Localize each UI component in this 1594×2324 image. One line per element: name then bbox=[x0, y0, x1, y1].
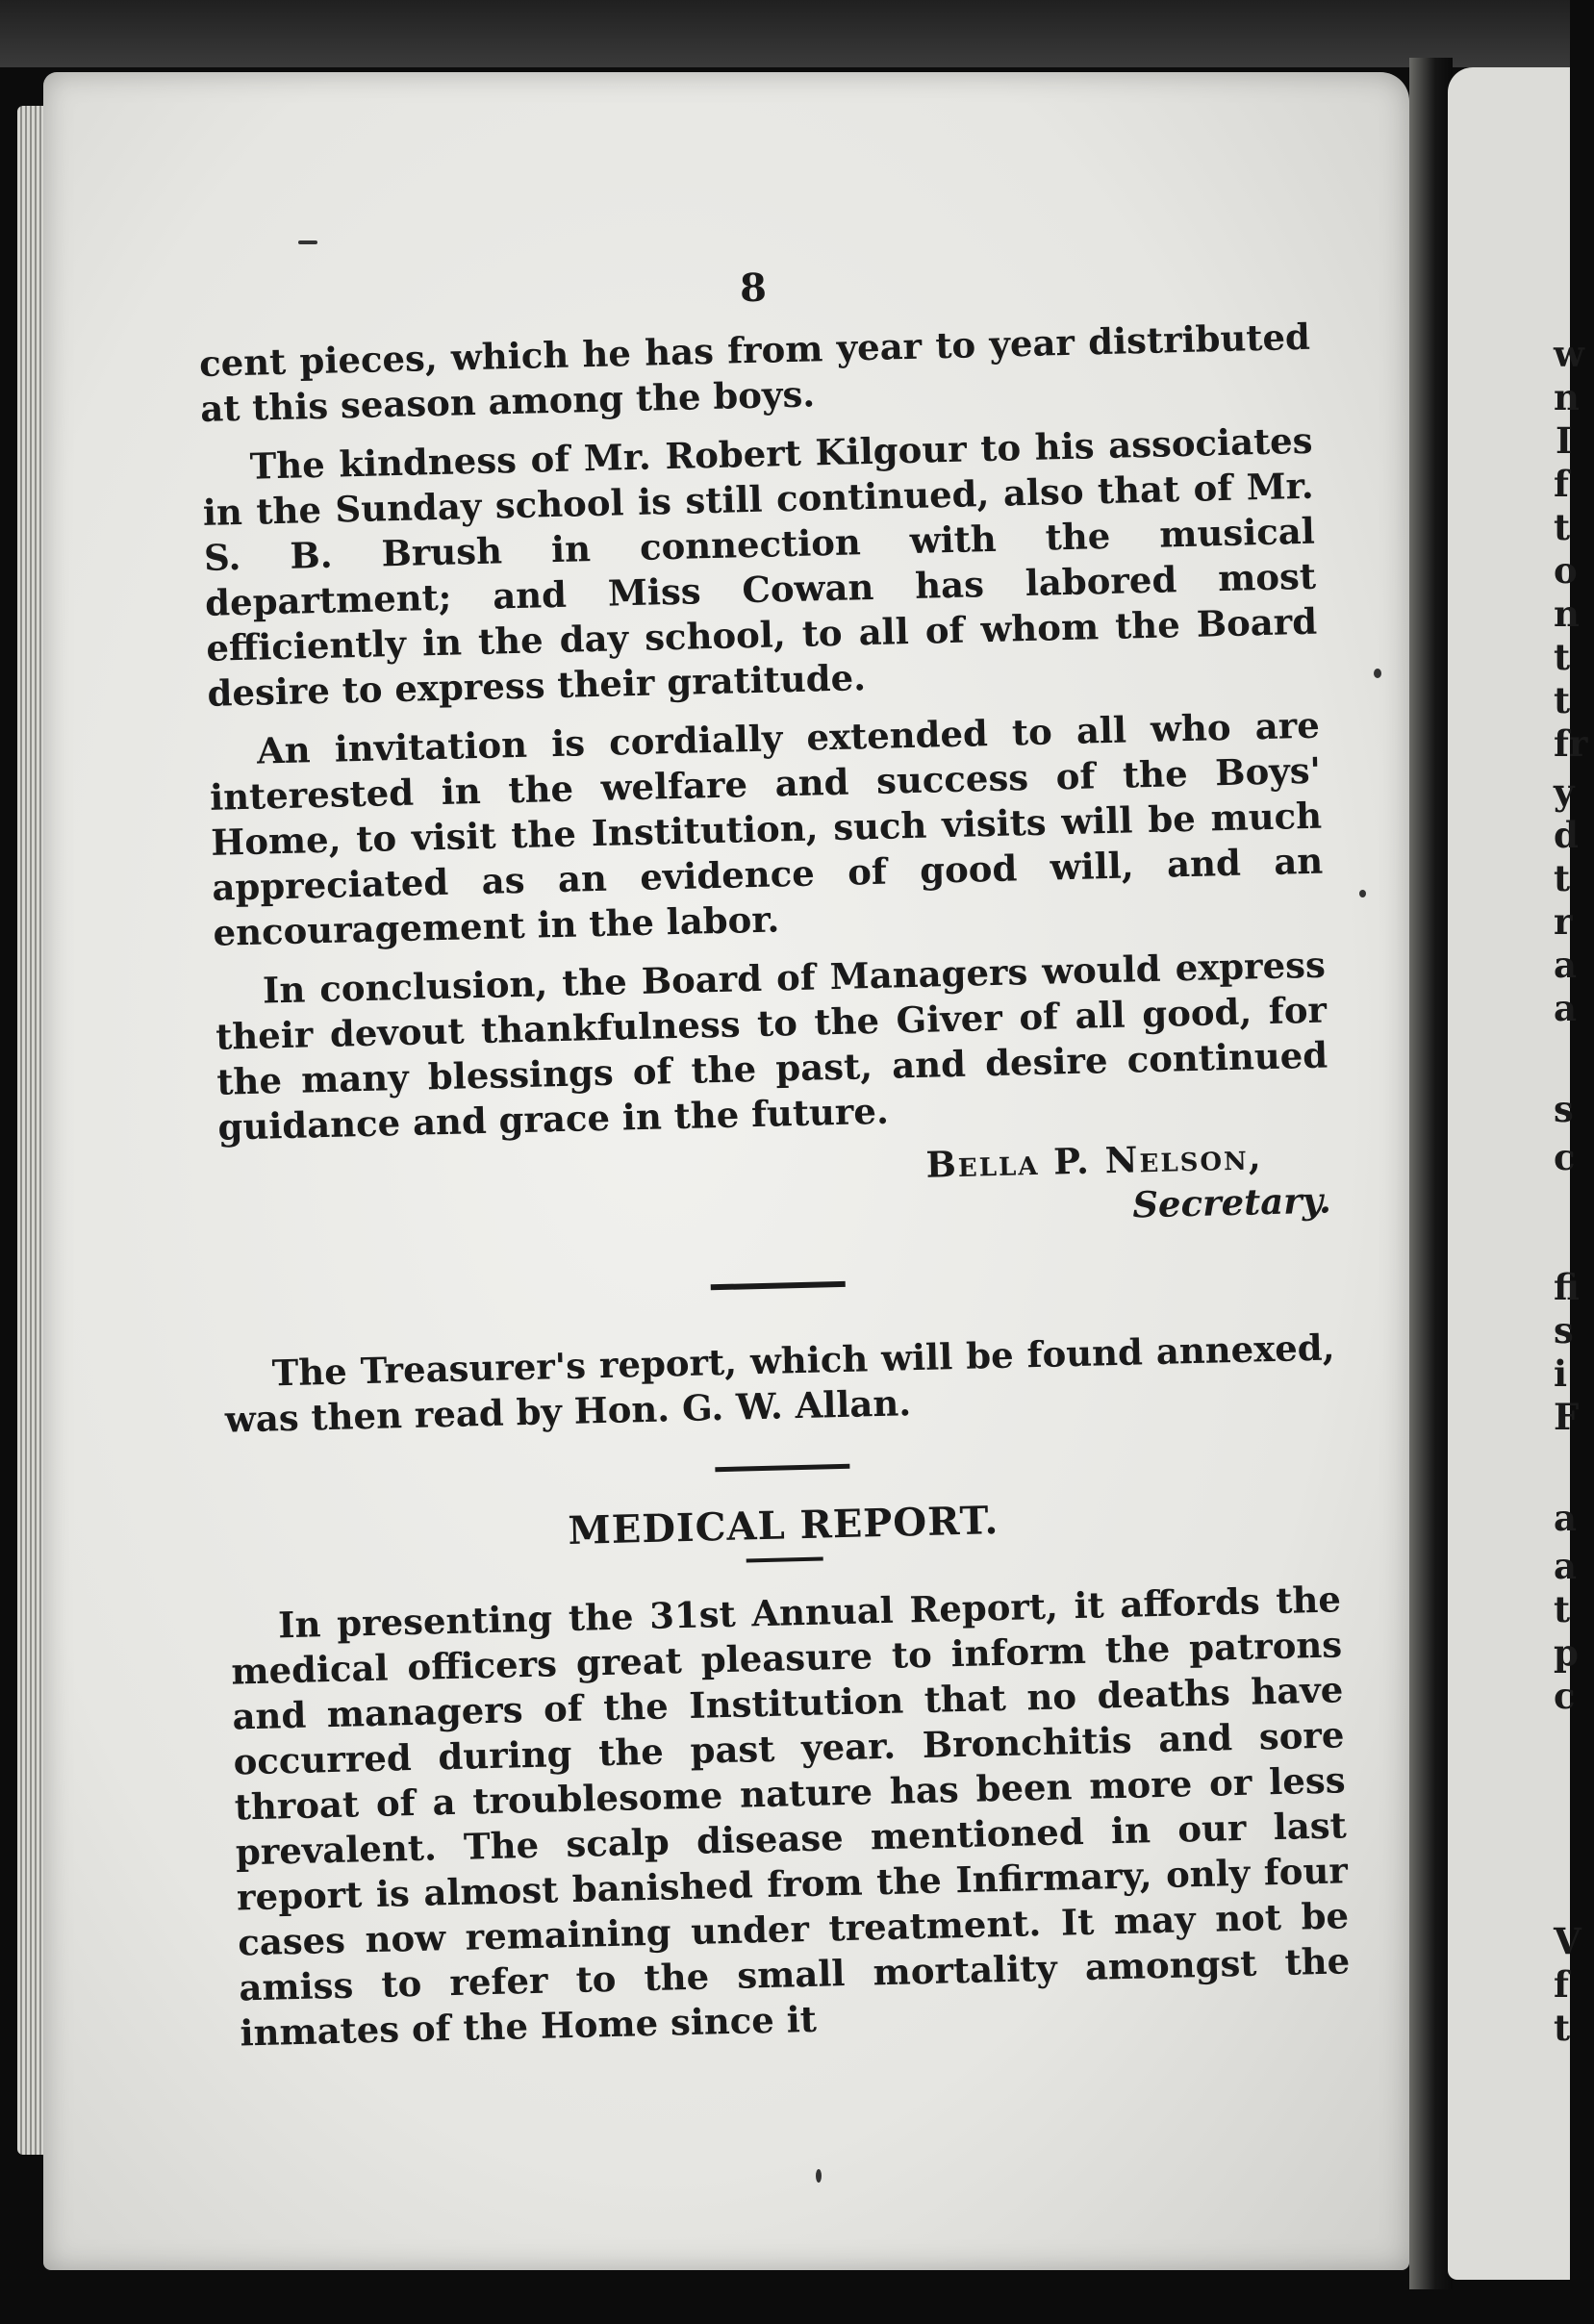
print-speck bbox=[1359, 890, 1366, 897]
next-page-fragment: F bbox=[1554, 1396, 1580, 1438]
next-page-fragment: t bbox=[1554, 1588, 1571, 1630]
paragraph-continuation: cent pieces, which he has from year to year distributed at this season among the boys. bbox=[198, 315, 1311, 430]
next-page-fragment: fr bbox=[1554, 722, 1588, 765]
next-page-fragment: n bbox=[1554, 593, 1580, 635]
signature-name: Bella P. Nelson, bbox=[925, 1135, 1264, 1186]
print-speck bbox=[816, 2169, 822, 2183]
book-gutter bbox=[1409, 58, 1453, 2289]
next-page-fragment: t bbox=[1554, 2007, 1571, 2049]
heading-underline bbox=[746, 1557, 822, 1563]
next-page-fragment: t bbox=[1554, 679, 1571, 721]
next-page-fragment: a bbox=[1554, 944, 1577, 986]
next-page-fragment: t bbox=[1554, 857, 1571, 899]
scanner-background bbox=[0, 0, 1570, 67]
section-divider bbox=[715, 1464, 849, 1472]
paragraph-invitation: An invitation is cordially extended to all who are interested in the welfare and success of the Boys' Home, to visit the Institution, such visits will be much appreciated as an evidence of good will, and an encouragement in the labor. bbox=[209, 703, 1324, 954]
next-page-fragment: o bbox=[1554, 549, 1578, 592]
next-page-fragment: f bbox=[1554, 1963, 1569, 2006]
paragraph-conclusion: In conclusion, the Board of Managers would express their devout thankfulness to the Giver of all good, for the many blessings of the past, and desire continued guidance and grace in the future. bbox=[215, 943, 1328, 1149]
paragraph-kindness: The kindness of Mr. Robert Kilgour to his associates in the Sunday school is still continued, also that of Mr. S. B. Brush in connection with the musical department; and Miss Cowan has labored most efficiently in the day school, to all of whom the Board desire to express their gratitude. bbox=[202, 418, 1318, 715]
next-page-fragment: V bbox=[1554, 1920, 1581, 1962]
next-page-fragment: t bbox=[1554, 636, 1571, 678]
next-page-fragment: y bbox=[1554, 770, 1575, 813]
next-page-fragment: a bbox=[1554, 987, 1577, 1029]
next-page-fragment: c bbox=[1554, 1675, 1576, 1717]
next-page-fragment: c bbox=[1554, 1136, 1576, 1178]
next-page-fragment: i bbox=[1554, 1352, 1568, 1395]
next-page-fragment: s bbox=[1554, 1309, 1574, 1351]
page-number: 8 bbox=[739, 265, 768, 312]
next-page-fragment: p bbox=[1554, 1631, 1579, 1674]
print-speck bbox=[298, 240, 317, 244]
signature-block bbox=[218, 1133, 1331, 1250]
next-page-fragment: s bbox=[1554, 1088, 1574, 1130]
next-page-fragment: w bbox=[1554, 333, 1584, 375]
print-speck bbox=[1374, 669, 1381, 678]
signature-title: Secretary. bbox=[1131, 1178, 1332, 1226]
next-page-fragment: I bbox=[1556, 419, 1573, 462]
next-page-fragment: fi bbox=[1554, 1266, 1580, 1308]
next-page-fragment: t bbox=[1554, 506, 1571, 548]
section-divider bbox=[710, 1281, 845, 1290]
next-page-fragment: f bbox=[1554, 463, 1569, 505]
treasurer-note: The Treasurer's report, which will be found annexed, was then read by Hon. G. W. Allan. bbox=[224, 1326, 1336, 1441]
next-page-fragment: d bbox=[1554, 814, 1579, 856]
next-page-fragment: a bbox=[1554, 1497, 1577, 1539]
next-page-fragment: r bbox=[1554, 900, 1573, 943]
medical-report-paragraph: In presenting the 31st Annual Report, it affords the medical officers great pleasure to inform the patrons and managers of the Institution that no deaths have occurred during the past year. Bronchitis and sore throat of a troublesome nature has been more or less prevalent. The scalp disease mentioned in our last report is almost banished from the Infirmary, only four cases now remaining under treatment. It may not be amiss to refer to the small mortality amongst the inmates of the Home since it bbox=[230, 1578, 1351, 2055]
page-text bbox=[197, 252, 1352, 2070]
next-page-edge bbox=[1448, 67, 1588, 2280]
next-page-fragment: n bbox=[1554, 376, 1580, 418]
medical-report-heading: MEDICAL REPORT. bbox=[567, 1498, 999, 1554]
next-page-fragment: a bbox=[1554, 1545, 1577, 1587]
